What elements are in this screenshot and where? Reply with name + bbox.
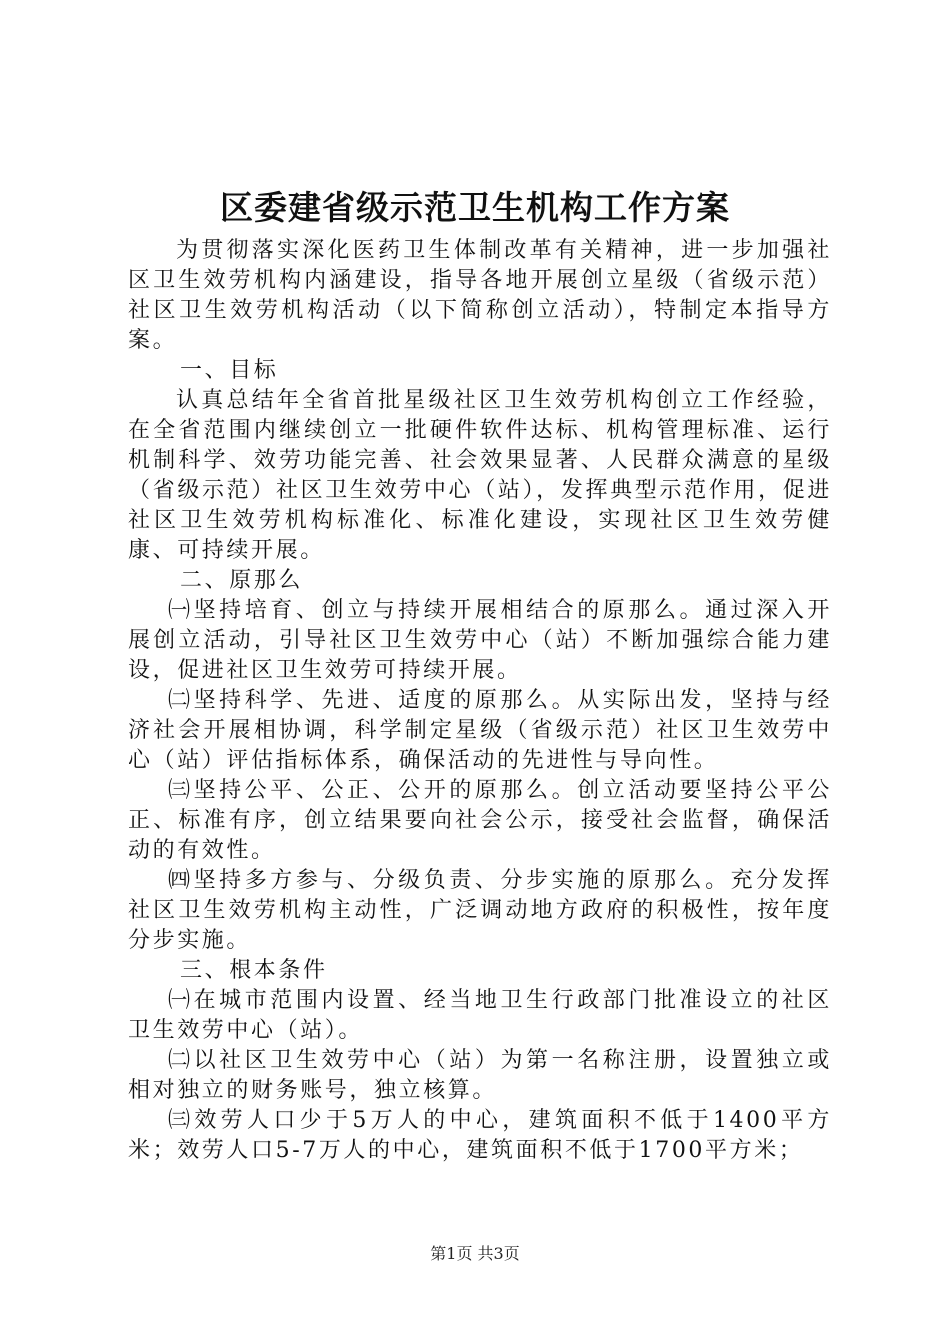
condition-item-3: ㈢效劳人口少于5万人的中心，建筑面积不低于1400平方米；效劳人口5-7万人的中心，建筑面积不低于1700平方米； (128, 1108, 832, 1163)
goal-paragraph: 认真总结年全省首批星级社区卫生效劳机构创立工作经验，在全省范围内继续创立一批硬件软件达标、机构管理标准、运行机制科学、效劳功能完善、社会效果显著、人民群众满意的星级（省级示范）社区卫生效劳中心（站），发挥典型示范作用，促进社区卫生效劳机构标准化、标准化建设，实现社区卫生效劳健康、可持续开展。 (128, 388, 832, 563)
principle-item-2: ㈡坚持科学、先进、适度的原那么。从实际出发，坚持与经济社会开展相协调，科学制定星级（省级示范）社区卫生效劳中心（站）评估指标体系，确保活动的先进性与导向性。 (128, 688, 832, 773)
principle-item-1: ㈠坚持培育、创立与持续开展相结合的原那么。通过深入开展创立活动，引导社区卫生效劳中心（站）不断加强综合能力建设，促进社区卫生效劳可持续开展。 (128, 598, 832, 683)
page-title: 区委建省级示范卫生机构工作方案 (220, 188, 730, 227)
condition-item-2: ㈡以社区卫生效劳中心（站）为第一名称注册，设置独立或相对独立的财务账号，独立核算。 (128, 1048, 832, 1103)
page-footer: 第1页 共3页 (430, 1244, 520, 1263)
document-body (128, 236, 832, 1166)
principle-item-3: ㈢坚持公平、公正、公开的原那么。创立活动要坚持公平公正、标准有序，创立结果要向社会公示，接受社会监督，确保活动的有效性。 (128, 778, 832, 863)
intro-paragraph: 为贯彻落实深化医药卫生体制改革有关精神，进一步加强社区卫生效劳机构内涵建设，指导各地开展创立星级（省级示范）社区卫生效劳机构活动（以下简称创立活动），特制定本指导方案。 (128, 238, 832, 353)
section-heading-conditions: 三、根本条件 (180, 958, 328, 983)
section-heading-goal: 一、目标 (180, 358, 279, 383)
principle-item-4: ㈣坚持多方参与、分级负责、分步实施的原那么。充分发挥社区卫生效劳机构主动性，广泛调动地方政府的积极性，按年度分步实施。 (128, 868, 832, 953)
section-heading-principles: 二、原那么 (180, 568, 304, 593)
condition-item-1: ㈠在城市范围内设置、经当地卫生行政部门批准设立的社区卫生效劳中心（站）。 (128, 988, 832, 1043)
